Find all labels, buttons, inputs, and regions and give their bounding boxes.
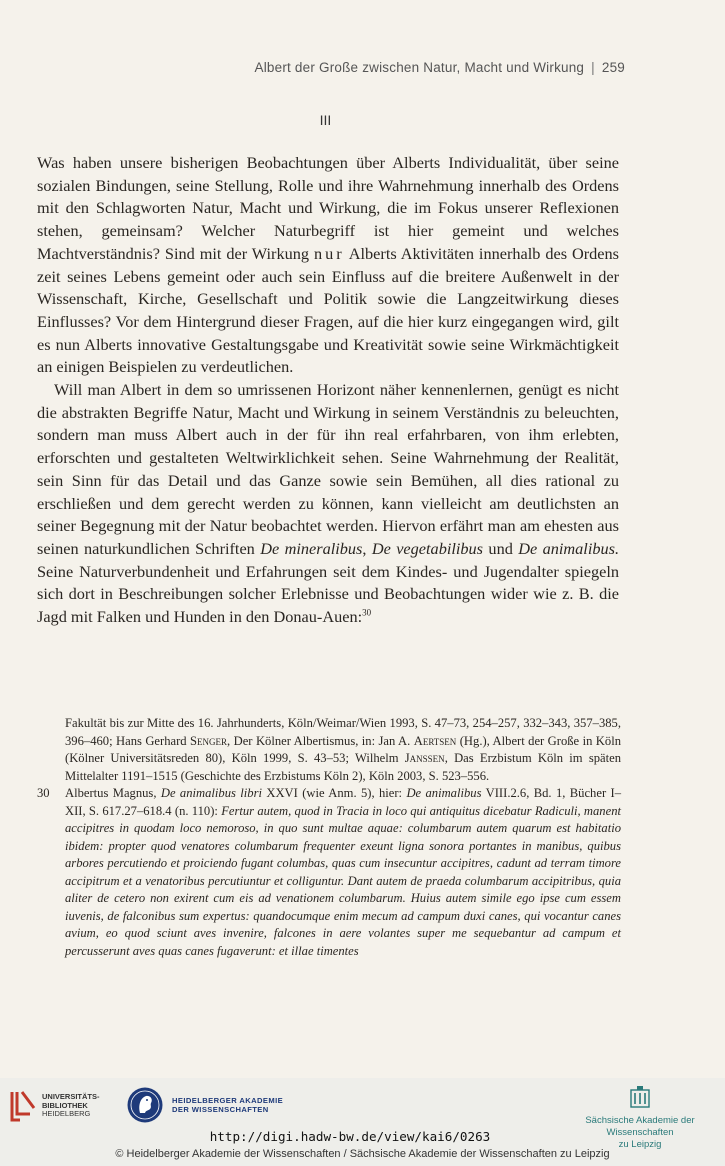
viewer-footer	[0, 1078, 725, 1166]
ub-heidelberg-logo[interactable]	[8, 1088, 100, 1124]
paragraph-1	[37, 152, 619, 379]
body-text	[37, 152, 619, 629]
footnote-30	[37, 785, 621, 960]
running-head-separator: |	[591, 60, 595, 75]
running-head	[255, 60, 625, 75]
p2-and: und	[488, 538, 513, 558]
ub-line-1: UNIVERSITÄTS-	[42, 1092, 100, 1102]
paragraph-2	[37, 379, 619, 629]
fn-prev-text-b: , Der Kölner Albertismus, in: Jan A.	[227, 733, 411, 748]
fn30-latin-quote: Fertur autem, quod in Tracia in loco qui antiquitus dicebatur Radiculi, manent accipitres in quodam loco nemoroso, in quo sunt multae aquae: columbarum autem quarum est habitatio ibidem: propter quod venatores columbarum frequenter exeunt ligna sonora portantes in manibus, quibus arbores percutiendo et proiciendo fugant columbas, quas cum insecuntur accipitres, cadunt ad terram timore accipitrum et a venatoribus percutiuntur et colliguntur. Dant autem de praeda columbarum accipitribus, quia aliter de cetero non exirent cum eis ad venationem columbarum. Huius autem simile ego ipse cum essem iuvenis, de falconibus sum expertus: quandocumque enim mecum ad campum duxi canes, qui vocantur canes avium, eo quod sciunt aves invenire, falcones in aere volantes super me sequebantur ad campum et percusserunt aves quas canes fugaverunt: et illae timentes	[65, 803, 621, 958]
footnotes	[37, 715, 621, 960]
work-title-animalibus: De animalibus.	[518, 538, 620, 558]
saw-line-1: Sächsische Akademie der Wissenschaften	[585, 1115, 695, 1138]
ub-line-2: BIBLIOTHEK	[42, 1100, 88, 1110]
running-head-title: Albert der Große zwischen Natur, Macht und Wirkung	[254, 60, 585, 75]
p1-text: Was haben unsere bisherigen Beobachtungen über Alberts Individualität, über seine sozialen Bindungen, seine Stellung, Rolle und ihre Wahrnehmung innerhalb des Ordens mit den Schlagworten Natur, Macht und Wirkung, die im Fokus unserer Reflexionen stehen, gemeinsam? Welcher Naturbegriff ist hier gemeint und welches Machtverständnis? Sind mit der Wirkung	[37, 153, 619, 263]
academy-seal-icon	[126, 1086, 164, 1124]
saw-line-2: zu Leipzig	[618, 1139, 662, 1150]
author-senger: Senger	[190, 733, 228, 748]
author-aertsen: Aertsen	[413, 733, 457, 748]
section-number: III	[319, 112, 332, 128]
work-title-mineralibus: De mineralibus	[260, 538, 363, 558]
fn30-title: De animalibus libri	[160, 786, 262, 800]
ub-line-3: HEIDELBERG	[42, 1109, 91, 1119]
footnote-number: 30	[37, 786, 50, 800]
fn30-text-b: XXVI (wie Anm. 5), hier:	[266, 786, 403, 800]
ub-logo-icon	[8, 1088, 38, 1124]
p2-separator: ,	[362, 538, 367, 558]
page-number: 259	[601, 60, 625, 75]
fn30-text-c: VIII.2.6, Bd. 1, Bücher I–XII, S. 617.27–618.4 (n. 110):	[65, 786, 622, 818]
fn30-text-a: Albertus Magnus,	[65, 786, 157, 800]
copyright-notice: © Heidelberger Akademie der Wissenschaften / Sächsische Akademie der Wissenschaften zu Leipzig	[115, 1148, 610, 1160]
fn30-title2: De animalibus	[406, 786, 482, 800]
saw-building-icon	[630, 1086, 650, 1108]
fn-prev-text-c: (Hg.), Albert der Große in Köln (Kölner Universitätsreden 80), Köln 1999, S. 43–53; Wilhelm	[65, 733, 621, 765]
author-janssen: Janssen	[404, 751, 445, 765]
p1-text-cont: Alberts Aktivitäten innerhalb des Ordens zeit seines Lebens gemeint oder auch sein Einfluss auf die breitere Außenwelt in der Wissenschaft, Kirche, Gesellschaft und Politik sowie die Langzeitwirkung dieses Einflusses? Vor dem Hintergrund dieser Fragen, auf die hier kurz eingegangen wird, gilt es nun Alberts innovative Gestaltungsgabe und Kreativität sowie seine Wirkmächtigkeit an einigen Beispielen zu verdeutlichen.	[37, 243, 620, 377]
work-title-vegetabilibus: De vegetabilibus	[371, 538, 484, 558]
fn-prev-text-d: , Das Erzbistum Köln im späten Mittelalter 1191–1515 (Geschichte des Erzbistums Köln 2), Köln 2003, S. 523–556.	[65, 751, 621, 783]
permalink-url[interactable]: http://digi.hadw-bw.de/view/kai6/0263	[209, 1129, 491, 1144]
hadw-logo[interactable]	[126, 1086, 283, 1124]
hadw-line-2: DER WISSENSCHAFTEN	[172, 1105, 269, 1114]
footnote-continued	[37, 715, 621, 785]
p1-spaced-word: nur	[314, 243, 345, 263]
p2-text-b: Seine Naturverbundenheit und Erfahrungen seit dem Kindes- und Jugendalter spiegeln sich dort in Beschreibungen solcher Erlebnisse und Beobachtungen wider wie z. B. die Jagd mit Falken und Hunden in den Donau-Auen:	[37, 561, 619, 627]
p2-text-a: Will man Albert in dem so umrissenen Horizont näher kennenlernen, genügt es nicht die abstrakten Begriffe Natur, Macht und Wirkung in seinem Verständnis zu beleuchten, sondern man muss Albert auch in der für ihn real erfahrbaren, von ihm erlebten, erforschten und gestalteten Weltwirklichkeit sehen. Seine Wahrnehmung der Realität, sein Sinn für das Detail und das Ganze sowie sein Bemühen, all dies rational zu erschließen und dem gerecht werden zu können, kann vielleicht am deutlichsten an seiner Begegnung mit der Natur beobachtet werden. Hiervon erfährt man am ehesten aus seinen naturkundlichen Schriften	[37, 380, 619, 558]
fn-prev-text-a: Fakultät bis zur Mitte des 16. Jahrhunderts, Köln/Weimar/Wien 1993, S. 47–73, 254–257, 332–343, 357–385, 396–460; Hans Gerhard	[65, 716, 621, 748]
footnote-ref-30: 30	[362, 607, 372, 618]
hadw-line-1: HEIDELBERGER AKADEMIE	[172, 1095, 284, 1105]
